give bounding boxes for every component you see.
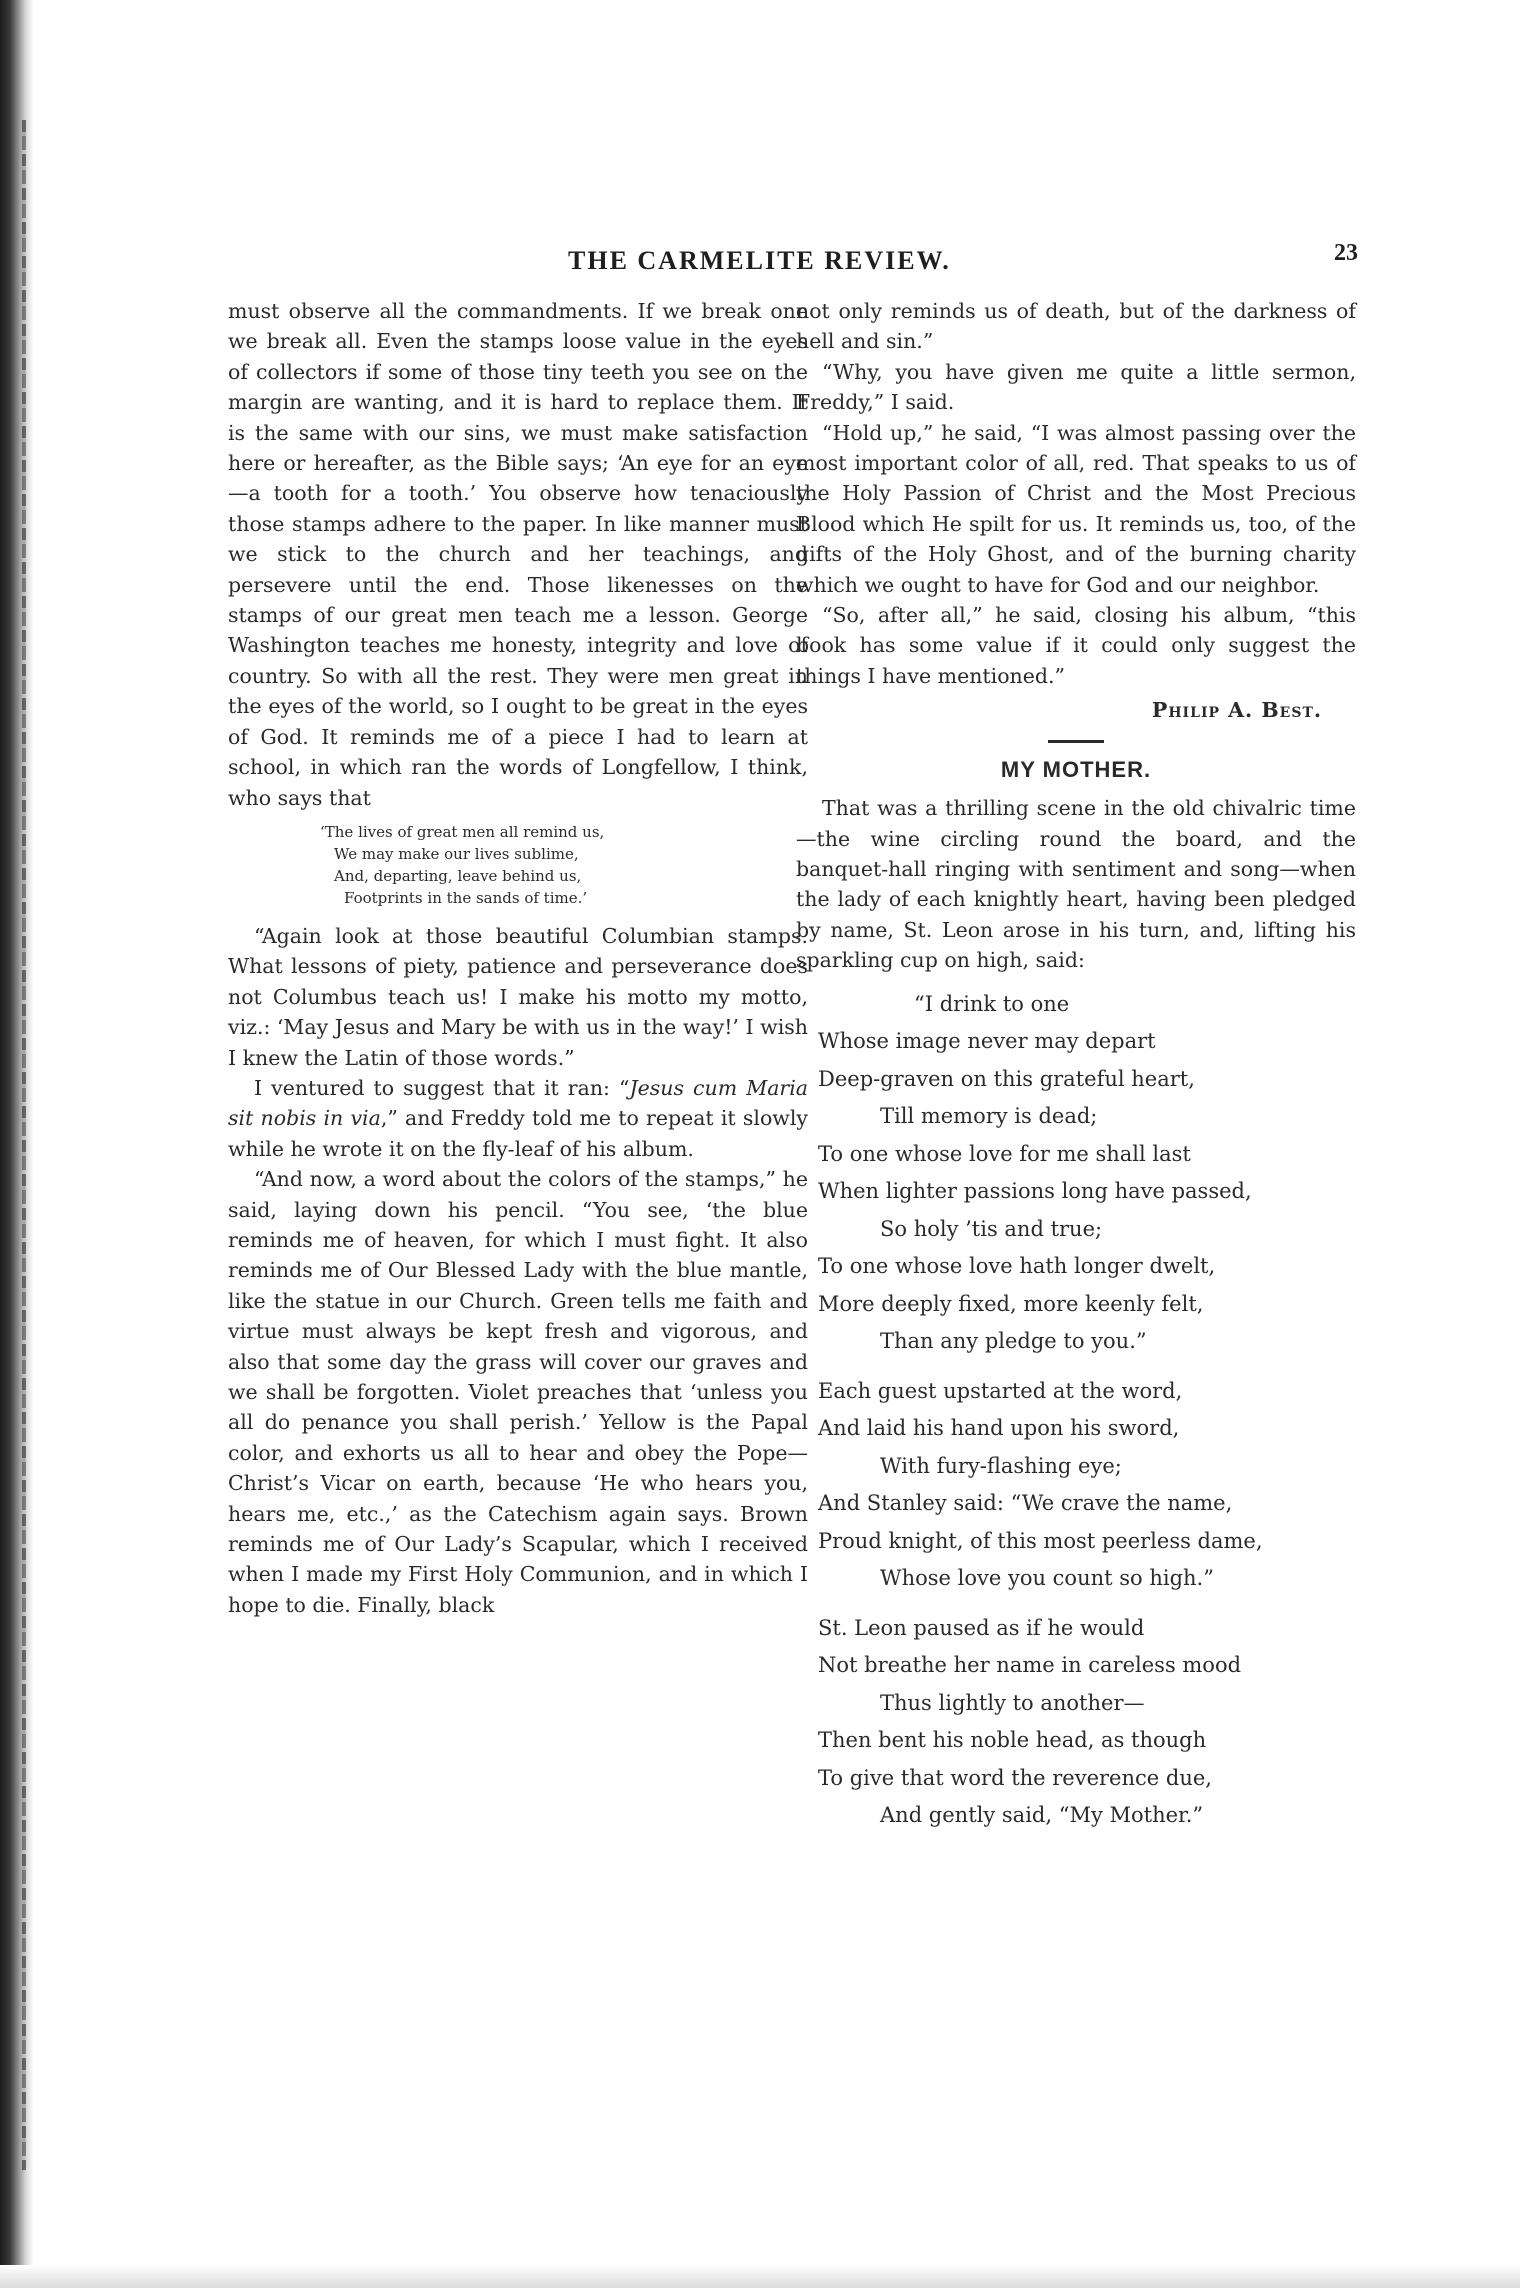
poem-stanza-3	[818, 1610, 1356, 1835]
poem-line: St. Leon paused as if he would	[818, 1615, 1145, 1640]
page-bottom-shade	[0, 2265, 1520, 2288]
poem-line: Then bent his noble head, as though	[818, 1728, 1207, 1753]
left-column	[228, 296, 808, 1620]
poem-line: Each guest upstarted at the word,	[818, 1378, 1183, 1403]
right-paragraph-1: not only reminds us of death, but of the darkness of hell and sin.”	[796, 299, 1356, 354]
poem-line: And laid his hand upon his sword,	[818, 1416, 1180, 1441]
page	[228, 240, 1358, 2040]
poem	[796, 986, 1356, 1835]
running-head	[228, 240, 1358, 280]
poem-line: Till memory is dead;	[880, 1104, 1098, 1129]
poem-line: With fury-flashing eye;	[880, 1453, 1122, 1478]
right-column	[796, 296, 1356, 1847]
poem-line: Whose love you count so high.”	[880, 1566, 1214, 1591]
poem-line: Not breathe her name in careless mood	[818, 1653, 1242, 1678]
right-paragraph-4: “So, after all,” he said, closing his album, “this book has some value if it could only suggest the things I have mentioned.”	[796, 603, 1356, 688]
poem-line: Thus lightly to another—	[880, 1690, 1145, 1715]
longfellow-verse	[320, 821, 808, 909]
poem-line: Deep-graven on this grateful heart,	[818, 1066, 1195, 1091]
left-paragraph-2: “Again look at those beautiful Columbian stamps. What lessons of piety, patience and perseverance does not Columbus teach us! I make his motto my motto, viz.: ‘May Jesus and Mary be with us in the way!’ I wish I knew the Latin of those words.”	[228, 923, 808, 1070]
section-rule	[1048, 740, 1104, 743]
poem-stanza-1	[818, 986, 1356, 1361]
verse-line: We may make our lives sublime,	[334, 844, 579, 863]
author-signature: Philip A. Best.	[1151, 698, 1322, 723]
latin-follow: ,” and Freddy told me to repeat it slowly while he wrote it on the fly-leaf of his album.	[228, 1106, 808, 1161]
poem-line: “I drink to one	[914, 991, 1070, 1016]
latin-lead-in: I ventured to suggest that it ran: “	[254, 1075, 630, 1100]
poem-stanza-2	[818, 1373, 1356, 1598]
verse-line: And, departing, leave behind us,	[334, 866, 582, 885]
page-binding-shadow	[0, 0, 34, 2288]
poem-line: And gently said, “My Mother.”	[880, 1803, 1204, 1828]
poem-line: To one whose love for me shall last	[818, 1141, 1191, 1166]
left-paragraph-1: must observe all the commandments. If we break one we break all. Even the stamps loose value in the eyes of collectors if some of those tiny teeth you see on the margin are wanting, and it is hard to replace them. It is the same with our sins, we must make satisfaction here or hereafter, as the Bible says; ‘An eye for an eye —a tooth for a tooth.’ You observe how tenaciously those stamps adhere to the paper. In like manner must we stick to the church and her teachings, and persevere until the end. Those likenesses on the stamps of our great men teach me a lesson. George Washington teaches me honesty, integrity and love of country. So with all the rest. They were men great in the eyes of the world, so I ought to be great in the eyes of God. It reminds me of a piece I had to learn at school, in which ran the words of Longfellow, I think, who says that	[228, 299, 808, 810]
poem-line: Proud knight, of this most peerless dame,	[818, 1528, 1263, 1553]
binding-edge	[22, 120, 26, 2170]
poem-line: And Stanley said: “We crave the name,	[818, 1491, 1233, 1516]
poem-line: More deeply fixed, more keenly felt,	[818, 1291, 1204, 1316]
left-paragraph-3	[228, 1073, 808, 1164]
poem-line: Than any pledge to you.”	[880, 1329, 1147, 1354]
right-paragraph-2: “Why, you have given me quite a little sermon, Freddy,” I said.	[796, 359, 1356, 415]
poem-line: To give that word the reverence due,	[818, 1765, 1212, 1790]
verse-line: Footprints in the sands of time.’	[344, 888, 588, 907]
poem-line: So holy ’tis and true;	[880, 1216, 1103, 1241]
page-number: 23	[1334, 240, 1358, 266]
poem-intro: That was a thrilling scene in the old chivalric time—the wine circling round the board, and the banquet-hall ringing with sentiment and song—when the lady of each knightly heart, having been pledged by name, St. Leon arose in his turn, and, lifting his sparkling cup on high, said:	[796, 796, 1356, 973]
latin-motto: Jesus cum Maria sit nobis in via	[228, 1075, 808, 1131]
poem-line: To one whose love hath longer dwelt,	[818, 1254, 1216, 1279]
running-title: THE CARMELITE REVIEW.	[568, 246, 951, 275]
verse-line: ‘The lives of great men all remind us,	[320, 822, 605, 841]
left-paragraph-4: “And now, a word about the colors of the stamps,” he said, laying down his pencil. “You see, ‘the blue reminds me of heaven, for which I must fight. It also reminds me of Our Blessed Lady with the blue mantle, like the statue in our Church. Green tells me faith and virtue must always be kept fresh and vigorous, and also that some day the grass will cover our graves and we shall be forgotten. Violet preaches that ‘unless you all do penance you shall perish.’ Yellow is the Papal color, and exhorts us all to hear and obey the Pope—Christ’s Vicar on earth, because ‘He who hears you, hears me, etc.,’ as the Catechism again says. Brown reminds me of Our Lady’s Scapular, which I received when I made my First Holy Communion, and in which I hope to die. Finally, black	[228, 1167, 808, 1617]
right-paragraph-3: “Hold up,” he said, “I was almost passing over the most important color of all, red. That speaks to us of the Holy Passion of Christ and the Most Precious Blood which He spilt for us. It reminds us, too, of the gifts of the Holy Ghost, and of the burning charity which we ought to have for God and our neighbor.	[796, 420, 1356, 597]
poem-line: When lighter passions long have passed,	[818, 1179, 1252, 1204]
poem-line: Whose image never may depart	[818, 1029, 1156, 1054]
poem-title: MY MOTHER.	[1000, 756, 1152, 782]
